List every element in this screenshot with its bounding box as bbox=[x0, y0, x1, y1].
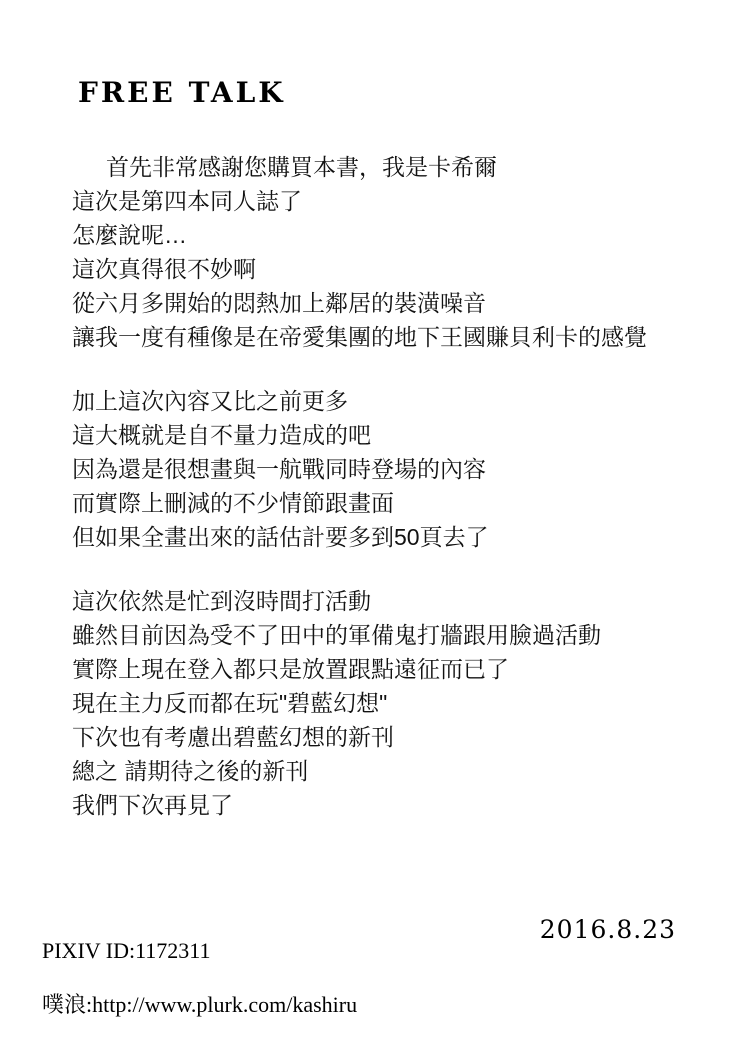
text-line: 加上這次內容又比之前更多 bbox=[72, 388, 348, 414]
text-line: 下次也有考慮出碧藍幻想的新刊 bbox=[72, 724, 394, 750]
paragraph bbox=[72, 150, 712, 354]
text-line: 實際上現在登入都只是放置跟點遠征而已了 bbox=[72, 656, 509, 682]
text-line: 而實際上刪減的不少情節跟畫面 bbox=[72, 490, 394, 516]
page-title: FREE TALK bbox=[78, 76, 286, 109]
text-line: 讓我一度有種像是在帝愛集團的地下王國賺貝利卡的感覺 bbox=[72, 324, 647, 350]
text-line: 但如果全畫出來的話估計要多到50頁去了 bbox=[72, 524, 489, 550]
paragraph bbox=[72, 584, 712, 822]
date-text: 2016.8.23 bbox=[539, 915, 676, 944]
text-line: 這次是第四本同人誌了 bbox=[72, 188, 302, 214]
paragraph bbox=[72, 384, 712, 554]
text-line: 雖然目前因為受不了田中的軍備鬼打牆跟用臉過活動 bbox=[72, 622, 601, 648]
free-talk-body bbox=[72, 150, 712, 822]
text-line: 這次真得很不妙啊 bbox=[72, 256, 256, 282]
text-line: 現在主力反而都在玩"碧藍幻想" bbox=[72, 690, 388, 716]
plurk-url-text: 噗浪:http://www.plurk.com/kashiru bbox=[42, 992, 358, 1017]
text-line: 這大概就是自不量力造成的吧 bbox=[72, 422, 371, 448]
text-line: 首先非常感謝您購買本書，我是卡希爾 bbox=[106, 154, 497, 180]
text-line: 因為還是很想畫與一航戰同時登場的內容 bbox=[72, 456, 486, 482]
text-line: 總之 請期待之後的新刊 bbox=[72, 758, 309, 784]
pixiv-id-text: PIXIV ID:1172311 bbox=[42, 938, 211, 963]
text-line: 我們下次再見了 bbox=[72, 792, 233, 818]
text-line: 從六月多開始的悶熱加上鄰居的裝潢噪音 bbox=[72, 290, 486, 316]
text-line: 怎麼說呢… bbox=[72, 222, 187, 248]
text-line: 這次依然是忙到沒時間打活動 bbox=[72, 588, 371, 614]
